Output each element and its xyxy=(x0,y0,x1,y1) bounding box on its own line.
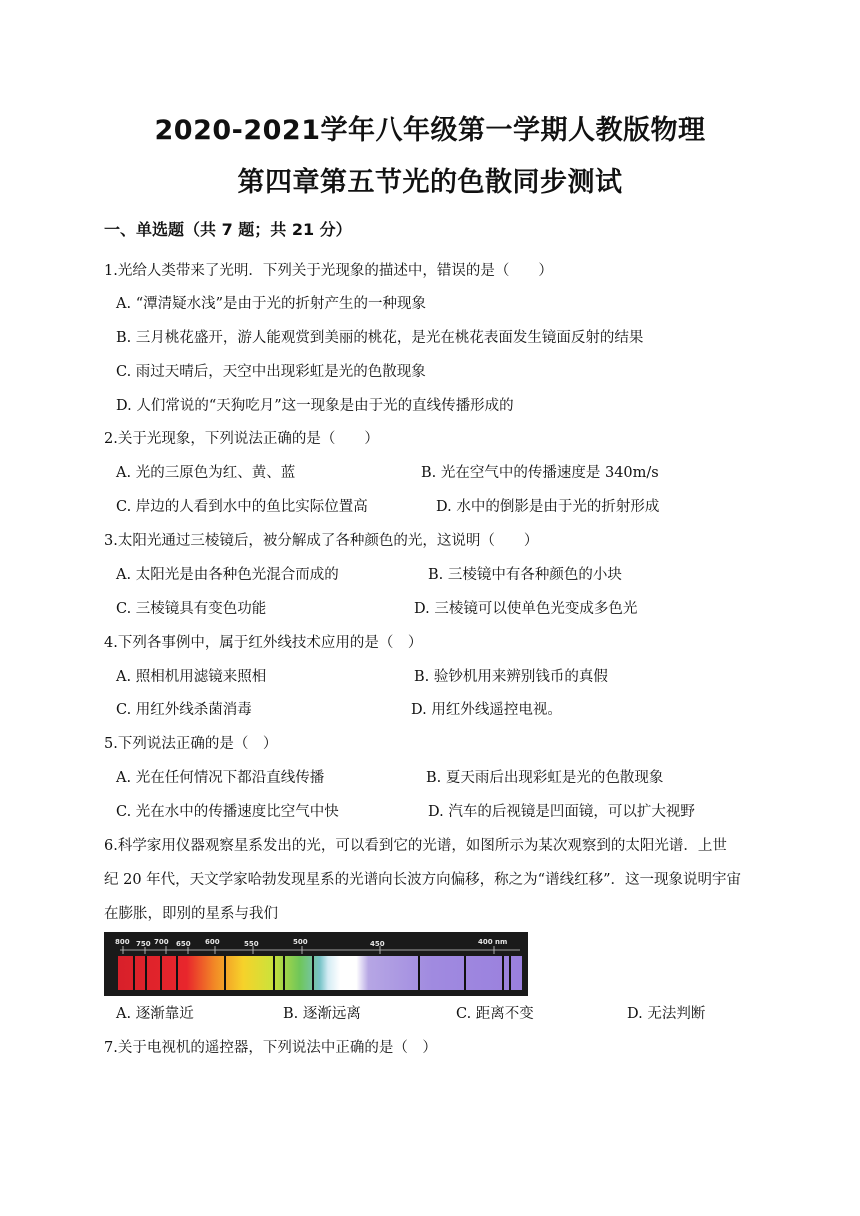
question-5-option-b: B. 夏天雨后出现彩虹是光的色散现象 xyxy=(426,770,664,786)
question-5-stem: 5.下列说法正确的是（ ） xyxy=(104,736,278,752)
spectrum-tick-700: 700 xyxy=(154,938,169,946)
question-1-option-d: D. 人们常说的“天狗吃月”这一现象是由于光的直线传播形成的 xyxy=(116,398,514,414)
question-2-option-d: D. 水中的倒影是由于光的折射形成 xyxy=(436,499,660,515)
question-4-option-a: A. 照相机用滤镜来照相 xyxy=(116,669,267,685)
question-2-option-b: B. 光在空气中的传播速度是 340m/s xyxy=(421,465,659,481)
question-4-option-d: D. 用红外线遥控电视。 xyxy=(411,702,562,718)
question-6-stem-line2: 纪 20 年代，天文学家哈勃发现星系的光谱向长波方向偏移，称之为“谱线红移”．这一现象说明宇宙 xyxy=(104,872,741,888)
question-4-option-c: C. 用红外线杀菌消毒 xyxy=(116,702,252,718)
document-title-line2: 第四章第五节光的色散同步测试 xyxy=(237,167,623,198)
spectrum-tick-500: 500 xyxy=(293,938,308,946)
question-6-stem-line1: 6.科学家用仪器观察星系发出的光，可以看到它的光谱，如图所示为某次观察到的太阳光谱．上世 xyxy=(104,838,727,854)
question-6-option-c: C. 距离不变 xyxy=(456,1006,534,1022)
spectrum-tick-450: 450 xyxy=(370,940,385,948)
question-7-stem: 7.关于电视机的遥控器，下列说法中正确的是（ ） xyxy=(104,1040,437,1056)
question-6-stem-line3: 在膨胀，即别的星系与我们 xyxy=(104,906,278,922)
question-4-option-b: B. 验钞机用来辨别钱币的真假 xyxy=(414,669,608,685)
question-1-option-a: A. “潭清疑水浅”是由于光的折射产生的一种现象 xyxy=(116,296,427,312)
spectrum-tick-750: 750 xyxy=(136,940,151,948)
solar-spectrum-image xyxy=(104,932,528,996)
question-1-option-c: C. 雨过天晴后，天空中出现彩虹是光的色散现象 xyxy=(116,364,426,380)
section-heading: 一、单选题（共 7 题；共 21 分） xyxy=(104,220,352,239)
question-5-option-a: A. 光在任何情况下都沿直线传播 xyxy=(116,770,325,786)
spectrum-tick-600: 600 xyxy=(205,938,220,946)
spectrum-tick-800: 800 xyxy=(115,938,130,946)
question-2-stem: 2.关于光现象，下列说法正确的是（ ） xyxy=(104,431,379,447)
question-3-option-a: A. 太阳光是由各种色光混合而成的 xyxy=(116,567,339,583)
document-title-line1: 2020-2021学年八年级第一学期人教版物理 xyxy=(154,115,706,146)
question-6-option-d: D. 无法判断 xyxy=(627,1006,706,1022)
question-3-stem: 3.太阳光通过三棱镜后，被分解成了各种颜色的光，这说明（ ） xyxy=(104,533,539,549)
question-1-option-b: B. 三月桃花盛开，游人能观赏到美丽的桃花，是光在桃花表面发生镜面反射的结果 xyxy=(116,330,644,346)
question-2-option-a: A. 光的三原色为红、黄、蓝 xyxy=(116,465,296,481)
question-2-option-c: C. 岸边的人看到水中的鱼比实际位置高 xyxy=(116,499,368,515)
question-5-option-c: C. 光在水中的传播速度比空气中快 xyxy=(116,804,339,820)
question-3-option-b: B. 三棱镜中有各种颜色的小块 xyxy=(428,567,622,583)
spectrum-tick-550: 550 xyxy=(244,940,259,948)
question-3-option-d: D. 三棱镜可以使单色光变成多色光 xyxy=(414,601,638,617)
spectrum-tick-650: 650 xyxy=(176,940,191,948)
question-6-option-b: B. 逐渐远离 xyxy=(283,1006,361,1022)
question-4-stem: 4.下列各事例中，属于红外线技术应用的是（ ） xyxy=(104,635,423,651)
question-5-option-d: D. 汽车的后视镜是凹面镜，可以扩大视野 xyxy=(428,804,695,820)
spectrum-tick-400: 400 nm xyxy=(478,938,508,946)
question-1-stem: 1.光给人类带来了光明．下列关于光现象的描述中，错误的是（ ） xyxy=(104,263,553,279)
question-6-option-a: A. 逐渐靠近 xyxy=(116,1006,194,1022)
question-3-option-c: C. 三棱镜具有变色功能 xyxy=(116,601,267,617)
